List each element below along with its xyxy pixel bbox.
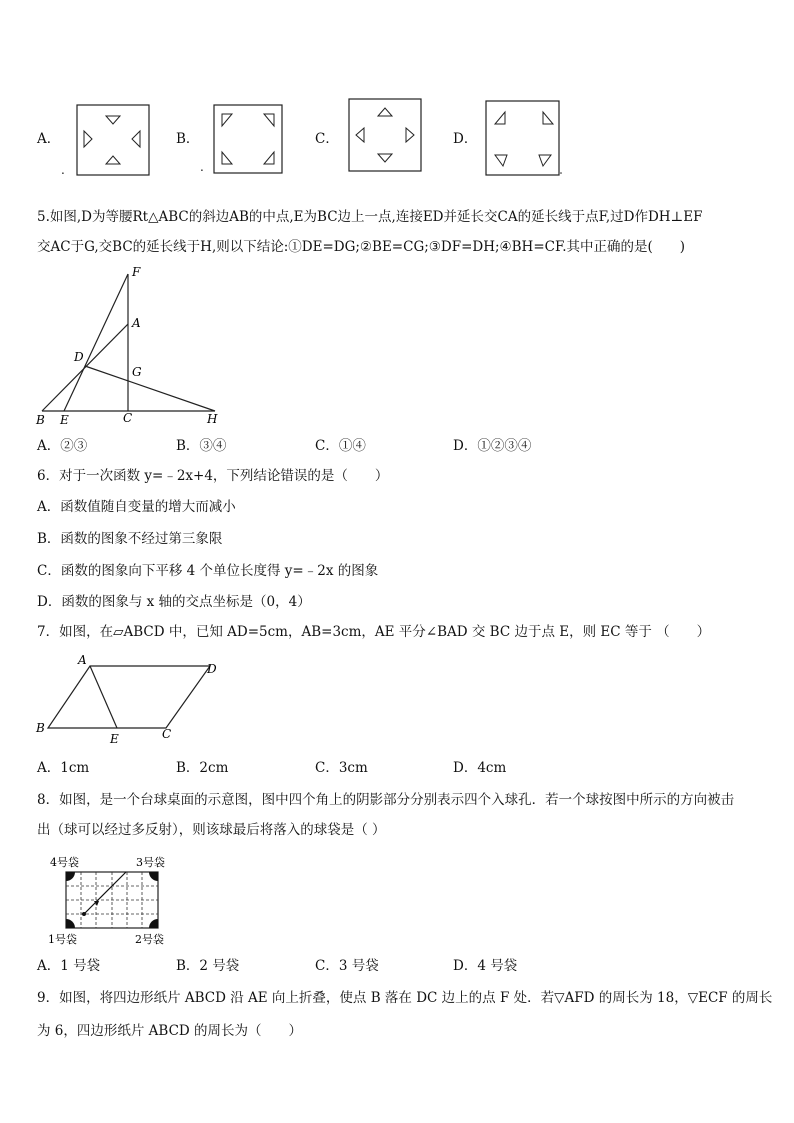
q9-stem-line1: 9．如图，将四边形纸片 ABCD 沿 AE 向上折叠，使点 B 落在 DC 边上的点 F 处．若▽AFD 的周长为 18，▽ECF 的周长 [37, 990, 773, 1006]
label-h: H [207, 412, 218, 426]
q5-option-a[interactable]: A．②③ [37, 438, 88, 454]
pocket-1 [66, 919, 75, 928]
pocket-3-label: 3号袋 [136, 856, 165, 869]
label-a: A [78, 654, 87, 667]
q8-billiard-table [40, 852, 180, 948]
label-d: D [207, 662, 217, 676]
q8-option-b[interactable]: B．2 号袋 [176, 958, 240, 974]
label-c: C [162, 727, 172, 741]
ball-path [84, 872, 126, 914]
line-ef [64, 274, 128, 411]
q5-option-d[interactable]: D．①②③④ [453, 438, 532, 454]
q8-stem-line2: 出（球可以经过多反射），则该球最后将落入的球袋是（ ） [37, 822, 386, 838]
q4-option-d-figure [485, 100, 563, 178]
q4-option-c-label[interactable]: C． [315, 131, 339, 147]
line-ae [90, 666, 117, 728]
q4-option-b-figure [213, 104, 283, 174]
q6-option-c[interactable]: C．函数的图象向下平移 4 个单位长度得 y=﹣2x 的图象 [37, 563, 379, 579]
q7-option-d[interactable]: D．4cm [453, 760, 507, 776]
q4-option-a-label[interactable]: A． [37, 131, 61, 147]
q5-figure [32, 264, 232, 430]
q6-option-d[interactable]: D．函数的图象与 x 轴的交点坐标是（0，4） [37, 594, 311, 610]
q8-stem-line1: 8．如图，是一个台球桌面的示意图，图中四个角上的阴影部分分别表示四个入球孔．若一个球按图中所示的方向被击 [37, 792, 735, 808]
q6-stem: 6．对于一次函数 y=﹣2x+4，下列结论错误的是（ ） [37, 468, 389, 484]
q5-stem-line2: 交AC于G,交BC的延长线于H,则以下结论:①DE=DG;②BE=CG;③DF=DH;④BH=CF.其中正确的是( ) [37, 239, 686, 255]
label-e: E [110, 732, 119, 746]
q4-option-b-label[interactable]: B． [176, 131, 200, 147]
q5-stem-line1: 5.如图,D为等腰Rt△ABC的斜边AB的中点,E为BC边上一点,连接ED并延长交CA的延长线于点F,过D作DH⊥EF [37, 209, 703, 225]
pocket-3 [149, 872, 158, 881]
pocket-4 [66, 872, 75, 881]
q7-option-b[interactable]: B．2cm [176, 760, 229, 776]
q4-option-c-figure [348, 98, 422, 172]
pocket-2-label: 2号袋 [135, 933, 164, 946]
label-b: B [36, 721, 45, 735]
q4-option-d-label[interactable]: D． [453, 131, 478, 147]
pocket-4-label: 4号袋 [50, 856, 79, 869]
q9-stem-line2: 为 6，四边形纸片 ABCD 的周长为（ ） [37, 1023, 303, 1039]
q7-option-c[interactable]: C．3cm [315, 760, 368, 776]
q7-figure [34, 654, 224, 746]
q8-option-d[interactable]: D．4 号袋 [453, 958, 518, 974]
label-e: E [60, 413, 69, 427]
q7-stem: 7．如图，在▱ABCD 中，已知 AD=5cm，AB=3cm，AE 平分∠BAD 交 BC 边于点 E，则 EC 等于 （ ） [37, 624, 711, 640]
q5-option-c[interactable]: C．①④ [315, 438, 366, 454]
q4-dot-a: . [61, 163, 65, 177]
q8-option-c[interactable]: C．3 号袋 [315, 958, 379, 974]
q6-option-a[interactable]: A．函数值随自变量的增大而减小 [37, 499, 236, 515]
label-c: C [123, 411, 133, 425]
ball [82, 912, 86, 916]
pocket-2 [149, 919, 158, 928]
q6-option-b[interactable]: B．函数的图象不经过第三象限 [37, 531, 223, 547]
parallelogram-abcd [48, 666, 210, 728]
q8-option-a[interactable]: A．1 号袋 [37, 958, 101, 974]
label-g: G [132, 365, 142, 379]
q5-option-b[interactable]: B．③④ [176, 438, 227, 454]
label-b: B [36, 413, 45, 427]
line-ba [42, 324, 128, 411]
q7-option-a[interactable]: A．1cm [37, 760, 90, 776]
line-dh [85, 366, 215, 411]
label-d: D [74, 350, 84, 364]
label-f: F [132, 265, 141, 279]
pocket-1-label: 1号袋 [48, 933, 77, 946]
q4-option-a-figure [76, 104, 150, 176]
q4-dot-b: . [200, 160, 204, 174]
label-a: A [132, 316, 141, 330]
